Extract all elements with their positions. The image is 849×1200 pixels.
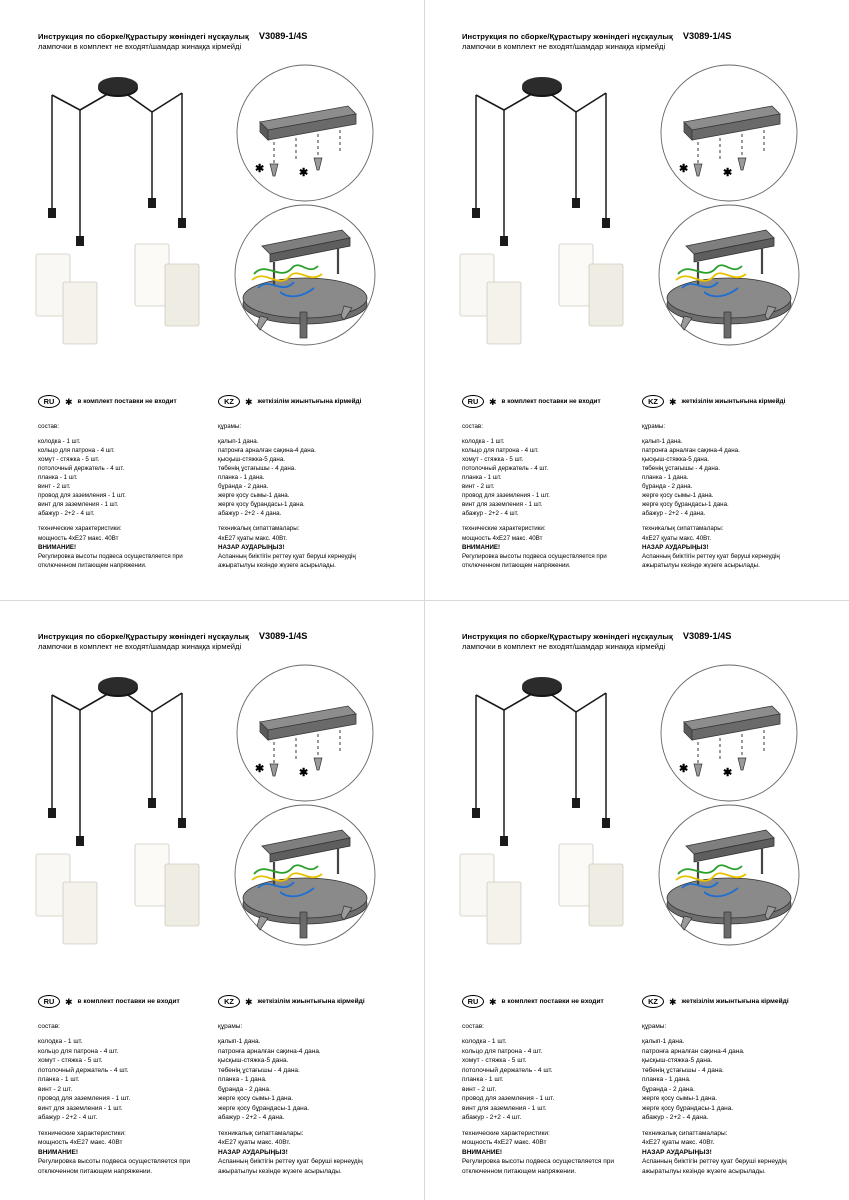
svg-text:✱: ✱: [679, 763, 689, 775]
ru-item: колодка - 1 шт.: [38, 438, 81, 446]
ru-item: кольцо для патрона - 4 шт.: [38, 447, 115, 455]
ru-warning-title: ВНИМАНИЕ!: [38, 1148, 79, 1156]
kz-item: патронға арналған сақина-4 дана.: [642, 1047, 745, 1055]
ru-item: потолочный держатель - 4 шт.: [38, 465, 125, 473]
ru-item: провод для заземления - 1 шт.: [462, 1095, 555, 1103]
ru-spec-heading: технические характеристики:: [38, 1129, 126, 1137]
badge-kz: [642, 995, 822, 1008]
leaflet-header: [462, 631, 822, 651]
badge-kz: [218, 995, 398, 1008]
instruction-leaflet: [0, 0, 424, 600]
ru-item: винт для заземления - 1 шт.: [38, 501, 119, 509]
ru-item: хомут - стяжка - 5 шт.: [462, 1057, 527, 1065]
asterisk-icon: ✱: [245, 397, 253, 407]
spec-column-ru: [38, 1022, 218, 1176]
kz-item: планка - 1 дана.: [218, 1076, 267, 1084]
ru-heading: состав:: [38, 423, 59, 430]
kz-item: жерге қосу сымы-1 дана.: [642, 1095, 718, 1103]
spec-column-kz: [642, 422, 822, 570]
kz-item: патронға арналған сақина-4 дана.: [218, 1047, 321, 1055]
page-title: Инструкция по сборке/Құрастыру жөніндегі нұсқаулық: [38, 32, 249, 41]
spec-column-kz: [642, 1022, 822, 1176]
kz-item: төбенің ұстағышы - 4 дана.: [218, 465, 296, 473]
badge-row: [38, 395, 398, 408]
svg-text:✱: ✱: [299, 167, 309, 179]
ru-item: винт для заземления - 1 шт.: [462, 501, 543, 509]
wiring-canopy-detail: [659, 205, 799, 345]
kz-warning-title: НАЗАР АУДАРЫҢЫЗ!: [218, 543, 285, 551]
ru-item: винт для заземления - 1 шт.: [462, 1104, 547, 1112]
wiring-canopy-detail: [659, 805, 799, 945]
kz-item: планка - 1 дана.: [218, 474, 265, 482]
asterisk-icon: ✱: [669, 997, 677, 1007]
kz-spec-power: 4хЕ27 қуаты макс. 40Вт.: [642, 534, 711, 542]
header-subtitle: лампочки в комплект не входят/шамдар жинаққа кірмейді: [462, 642, 666, 651]
spec-columns: [462, 422, 822, 570]
ru-warning-title: ВНИМАНИЕ!: [462, 543, 501, 551]
illustration-svg: [446, 60, 836, 360]
ru-item: провод для заземления - 1 шт.: [38, 492, 126, 500]
kz-item: қалып-1 дана.: [218, 1038, 261, 1046]
kz-item: қысқыш-стяжка-5 дана.: [218, 456, 285, 464]
kz-item: бұранда - 2 дана.: [642, 1085, 695, 1093]
specs-block: [38, 995, 398, 1176]
kz-item: қысқыш-стяжка-5 дана.: [642, 1057, 713, 1065]
kz-spec-power: 4хЕ27 қуаты макс. 40Вт.: [642, 1139, 715, 1147]
kz-spec-heading: техникалық сипаттамалары:: [642, 525, 724, 533]
badge-kz-text: жеткізілім жиынтығына кірмейді: [681, 998, 789, 1005]
kz-item: қысқыш-стяжка-5 дана.: [218, 1057, 289, 1065]
kz-warning-text: Аспанның биіктігін реттеу қуат беруші кернеудің ажыратылуы кезінде жүзеге асырылады.: [642, 1158, 787, 1175]
svg-text:✱: ✱: [723, 167, 733, 179]
wiring-canopy-detail: [235, 805, 375, 945]
header-subtitle: лампочки в комплект не входят/шамдар жинаққа кірмейді: [38, 42, 242, 51]
ru-item: планка - 1 шт.: [38, 474, 78, 482]
ru-spec-power: мощность 4хЕ27 макс. 40Вт: [462, 534, 543, 542]
ru-spec-heading: технические характеристики:: [462, 525, 546, 533]
kz-item: абажур - 2+2 - 4 дана.: [642, 1114, 709, 1122]
ru-warning-text: Регулировка высоты подвеса осуществляется при отключенном питающем напряжении.: [462, 1158, 614, 1175]
badge-kz-code: KZ: [218, 995, 240, 1008]
svg-text:✱: ✱: [723, 767, 733, 779]
ru-warning-text: Регулировка высоты подвеса осуществляется при отключенном питающем напряжении.: [462, 552, 607, 569]
ru-item: кольцо для патрона - 4 шт.: [462, 1047, 543, 1055]
kz-item: планка - 1 дана.: [642, 1076, 691, 1084]
ru-item: потолочный держатель - 4 шт.: [38, 1066, 129, 1074]
badge-ru: [38, 995, 218, 1008]
illustration-svg: [446, 660, 836, 960]
kz-heading: құрамы:: [218, 423, 242, 430]
page-title: Инструкция по сборке/Құрастыру жөніндегі нұсқаулық: [462, 632, 673, 641]
badge-ru-text: в комплект поставки не входит: [501, 398, 601, 405]
kz-item: бұранда - 2 дана.: [218, 483, 269, 491]
badge-kz-code: KZ: [642, 995, 664, 1008]
ru-item: колодка - 1 шт.: [462, 1038, 507, 1046]
kz-spec-heading: техникалық сипаттамалары:: [218, 1129, 304, 1137]
kz-item: қысқыш-стяжка-5 дана.: [642, 456, 709, 464]
badge-ru-text: в комплект поставки не входит: [501, 998, 604, 1005]
pendant-lamp-with-four-shades: [36, 77, 199, 344]
badge-row: [462, 995, 822, 1008]
ru-warning-title: ВНИМАНИЕ!: [38, 543, 77, 551]
ru-item: абажур - 2+2 - 4 шт.: [38, 1114, 98, 1122]
model-number: V3089-1/4S: [258, 31, 308, 41]
badge-ru-code: RU: [38, 995, 60, 1008]
illustration-group: [22, 660, 412, 960]
ru-item: планка - 1 шт.: [462, 474, 502, 482]
spec-columns: [38, 422, 398, 570]
badge-kz: [218, 395, 398, 408]
kz-item: абажур - 2+2 - 4 дана.: [218, 1114, 285, 1122]
badge-row: [462, 395, 822, 408]
kz-item: планка - 1 дана.: [642, 474, 689, 482]
kz-item: қалып-1 дана.: [642, 1038, 685, 1046]
badge-kz-code: KZ: [642, 395, 664, 408]
ru-spec-power: мощность 4хЕ27 макс. 40Вт: [38, 1139, 123, 1147]
leaflet-header: [462, 31, 822, 51]
kz-item: төбенің ұстағышы - 4 дана.: [642, 1066, 724, 1074]
illustration-group: [446, 660, 836, 960]
kz-item: жерге қосу бұрандасы-1 дана.: [218, 501, 305, 509]
badge-ru-code: RU: [462, 395, 484, 408]
page-title: Инструкция по сборке/Құрастыру жөніндегі нұсқаулық: [38, 632, 249, 641]
spec-column-kz: [218, 1022, 398, 1176]
ru-item: винт - 2 шт.: [462, 1085, 497, 1093]
ru-item: винт - 2 шт.: [462, 483, 495, 491]
kz-heading: құрамы:: [642, 423, 666, 430]
asterisk-icon: ✱: [489, 997, 497, 1007]
ru-item: кольцо для патрона - 4 шт.: [462, 447, 539, 455]
kz-item: абажур - 2+2 - 4 дана.: [218, 510, 282, 518]
model-number: V3089-1/4S: [682, 631, 732, 641]
badge-ru-code: RU: [462, 995, 484, 1008]
ru-spec-power: мощность 4хЕ27 макс. 40Вт: [38, 534, 119, 542]
model-number: V3089-1/4S: [682, 31, 732, 41]
pendant-lamp-with-four-shades: [460, 677, 623, 944]
kz-item: жерге қосу бұрандасы-1 дана.: [642, 1104, 734, 1112]
ru-item: колодка - 1 шт.: [462, 438, 505, 446]
model-number: V3089-1/4S: [258, 631, 308, 641]
kz-heading: құрамы:: [218, 1023, 243, 1030]
spec-column-ru: [38, 422, 218, 570]
specs-block: [38, 395, 398, 570]
badge-ru-text: в комплект поставки не входит: [77, 398, 177, 405]
asterisk-icon: ✱: [245, 997, 253, 1007]
spec-columns: [462, 1022, 822, 1176]
ru-item: абажур - 2+2 - 4 шт.: [462, 1114, 522, 1122]
badge-ru-code: RU: [38, 395, 60, 408]
wiring-canopy-detail: [235, 205, 375, 345]
ru-item: хомут - стяжка - 5 шт.: [38, 1057, 103, 1065]
ru-item: кольцо для патрона - 4 шт.: [38, 1047, 119, 1055]
illustration-group: [446, 60, 836, 360]
ru-item: хомут - стяжка - 5 шт.: [38, 456, 100, 464]
kz-warning-title: НАЗАР АУДАРЫҢЫЗ!: [642, 543, 709, 551]
instruction-leaflet: [0, 600, 424, 1200]
kz-item: бұранда - 2 дана.: [218, 1085, 271, 1093]
spec-column-ru: [462, 1022, 642, 1176]
ru-heading: состав:: [462, 1023, 484, 1030]
kz-warning-title: НАЗАР АУДАРЫҢЫЗ!: [218, 1148, 288, 1156]
header-subtitle: лампочки в комплект не входят/шамдар жинаққа кірмейді: [38, 642, 242, 651]
asterisk-icon: ✱: [65, 397, 73, 407]
ru-heading: состав:: [38, 1023, 60, 1030]
badge-ru: [462, 395, 642, 408]
ru-warning-text: Регулировка высоты подвеса осуществляется при отключенном питающем напряжении.: [38, 1158, 190, 1175]
ceiling-bracket-detail: [237, 65, 373, 201]
leaflet-header: [38, 31, 398, 51]
kz-warning-text: Аспанның биіктігін реттеу қуат беруші кернеудің ажыратылуы кезінде жүзеге асырылады.: [218, 552, 356, 569]
ceiling-bracket-detail: [661, 665, 797, 801]
specs-block: [462, 395, 822, 570]
ru-spec-power: мощность 4хЕ27 макс. 40Вт: [462, 1139, 547, 1147]
kz-item: жерге қосу бұрандасы-1 дана.: [218, 1104, 310, 1112]
ru-item: винт - 2 шт.: [38, 1085, 73, 1093]
badge-ru-text: в комплект поставки не входит: [77, 998, 180, 1005]
kz-spec-power: 4хЕ27 қуаты макс. 40Вт.: [218, 534, 287, 542]
badge-kz-text: жеткізілім жиынтығына кірмейді: [257, 398, 362, 405]
ru-spec-heading: технические характеристики:: [38, 525, 122, 533]
kz-spec-heading: техникалық сипаттамалары:: [218, 525, 300, 533]
spec-column-ru: [462, 422, 642, 570]
asterisk-icon: ✱: [669, 397, 677, 407]
ru-item: потолочный держатель - 4 шт.: [462, 1066, 553, 1074]
svg-text:✱: ✱: [255, 763, 265, 775]
ceiling-bracket-detail: [661, 65, 797, 201]
specs-block: [462, 995, 822, 1176]
pendant-lamp-with-four-shades: [460, 77, 623, 344]
asterisk-icon: ✱: [489, 397, 497, 407]
kz-item: бұранда - 2 дана.: [642, 483, 693, 491]
badge-kz-text: жеткізілім жиынтығына кірмейді: [681, 398, 786, 405]
kz-warning-title: НАЗАР АУДАРЫҢЫЗ!: [642, 1148, 712, 1156]
ru-spec-heading: технические характеристики:: [462, 1129, 550, 1137]
kz-item: жерге қосу бұрандасы-1 дана.: [642, 501, 729, 509]
kz-item: патронға арналған сақина-4 дана.: [218, 447, 316, 455]
ru-item: абажур - 2+2 - 4 шт.: [462, 510, 519, 518]
spec-column-kz: [218, 422, 398, 570]
badge-ru: [38, 395, 218, 408]
illustration-svg: [22, 660, 412, 960]
ru-item: провод для заземления - 1 шт.: [38, 1095, 131, 1103]
kz-spec-heading: техникалық сипаттамалары:: [642, 1129, 728, 1137]
leaflet-header: [38, 631, 398, 651]
badge-ru: [462, 995, 642, 1008]
asterisk-icon: ✱: [65, 997, 73, 1007]
pendant-lamp-with-four-shades: [36, 677, 199, 944]
ru-heading: состав:: [462, 423, 483, 430]
svg-text:✱: ✱: [299, 767, 309, 779]
ru-item: провод для заземления - 1 шт.: [462, 492, 550, 500]
ceiling-bracket-detail: [237, 665, 373, 801]
kz-item: жерге қосу сымы-1 дана.: [218, 492, 290, 500]
kz-item: төбенің ұстағышы - 4 дана.: [218, 1066, 300, 1074]
kz-warning-text: Аспанның биіктігін реттеу қуат беруші кернеудің ажыратылуы кезінде жүзеге асырылады.: [642, 552, 780, 569]
ru-item: абажур - 2+2 - 4 шт.: [38, 510, 95, 518]
ru-item: колодка - 1 шт.: [38, 1038, 83, 1046]
ru-item: планка - 1 шт.: [38, 1076, 80, 1084]
spec-columns: [38, 1022, 398, 1176]
ru-item: хомут - стяжка - 5 шт.: [462, 456, 524, 464]
kz-item: төбенің ұстағышы - 4 дана.: [642, 465, 720, 473]
ru-warning-title: ВНИМАНИЕ!: [462, 1148, 503, 1156]
ru-item: планка - 1 шт.: [462, 1076, 504, 1084]
illustration-svg: [22, 60, 412, 360]
kz-item: абажур - 2+2 - 4 дана.: [642, 510, 706, 518]
page-title: Инструкция по сборке/Құрастыру жөніндегі нұсқаулық: [462, 32, 673, 41]
ru-item: винт для заземления - 1 шт.: [38, 1104, 123, 1112]
kz-item: қалып-1 дана.: [218, 438, 259, 446]
badge-kz-code: KZ: [218, 395, 240, 408]
badge-row: [38, 995, 398, 1008]
kz-spec-power: 4хЕ27 қуаты макс. 40Вт.: [218, 1139, 291, 1147]
kz-item: патронға арналған сақина-4 дана.: [642, 447, 740, 455]
badge-kz-text: жеткізілім жиынтығына кірмейді: [257, 998, 365, 1005]
instruction-leaflet: [424, 0, 848, 600]
ru-item: потолочный держатель - 4 шт.: [462, 465, 549, 473]
svg-text:✱: ✱: [679, 163, 689, 175]
ru-item: винт - 2 шт.: [38, 483, 71, 491]
kz-item: жерге қосу сымы-1 дана.: [218, 1095, 294, 1103]
header-subtitle: лампочки в комплект не входят/шамдар жинаққа кірмейді: [462, 42, 666, 51]
illustration-group: [22, 60, 412, 360]
kz-heading: құрамы:: [642, 1023, 667, 1030]
kz-item: қалып-1 дана.: [642, 438, 683, 446]
svg-text:✱: ✱: [255, 163, 265, 175]
kz-warning-text: Аспанның биіктігін реттеу қуат беруші кернеудің ажыратылуы кезінде жүзеге асырылады.: [218, 1158, 363, 1175]
badge-kz: [642, 395, 822, 408]
ru-warning-text: Регулировка высоты подвеса осуществляется при отключенном питающем напряжении.: [38, 552, 183, 569]
instruction-leaflet: [424, 600, 848, 1200]
kz-item: жерге қосу сымы-1 дана.: [642, 492, 714, 500]
